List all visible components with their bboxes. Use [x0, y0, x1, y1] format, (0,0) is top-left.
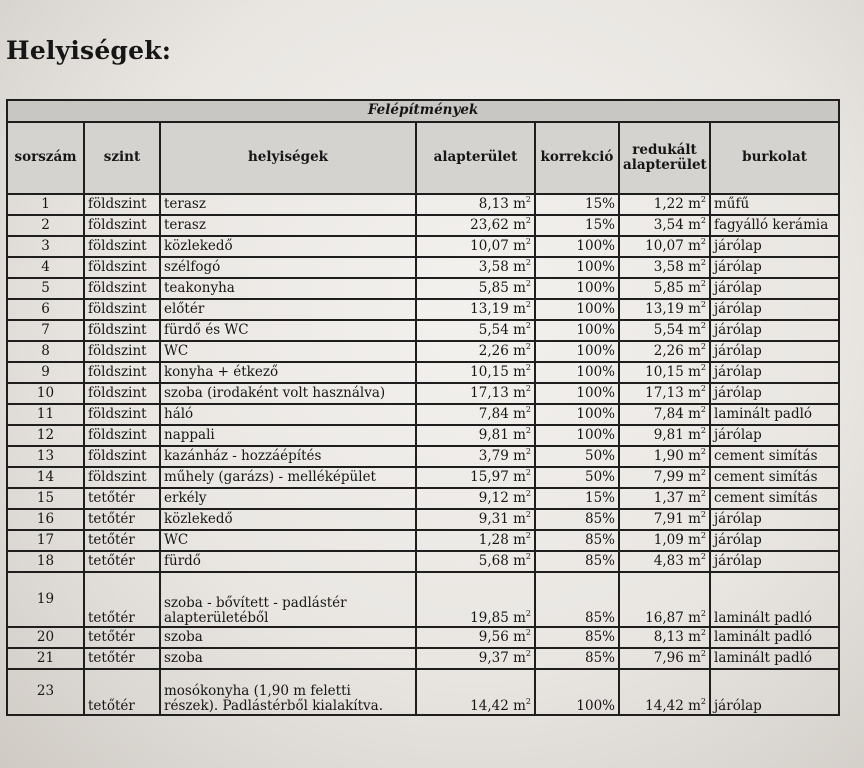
row-index: 2 — [7, 215, 84, 236]
header-area: alapterület — [416, 122, 535, 194]
row-level: tetőtér — [84, 488, 160, 509]
row-correction: 85% — [535, 509, 619, 530]
row-area: 5,85 $m^2$ — [416, 278, 535, 299]
row-reduced-area: 10,15 $m^2$ — [619, 362, 710, 383]
header-reduced-area: redukált alapterület — [619, 122, 710, 194]
row-area: 1,28 $m^2$ — [416, 530, 535, 551]
row-level: földszint — [84, 467, 160, 488]
table-row — [7, 467, 839, 488]
row-correction: 50% — [535, 446, 619, 467]
header-flooring: burkolat — [710, 122, 839, 194]
row-level: földszint — [84, 446, 160, 467]
table-row — [7, 194, 839, 215]
row-correction: 100% — [535, 362, 619, 383]
row-reduced-area: 1,09 $m^2$ — [619, 530, 710, 551]
row-area: 5,68 $m^2$ — [416, 551, 535, 572]
table-row — [7, 425, 839, 446]
header-room: helyiségek — [160, 122, 416, 194]
row-index: 6 — [7, 299, 84, 320]
row-flooring: járólap — [710, 530, 839, 551]
header-index: sorszám — [7, 122, 84, 194]
row-index: 8 — [7, 341, 84, 362]
row-level: földszint — [84, 383, 160, 404]
row-flooring: műfű — [710, 194, 839, 215]
row-flooring: laminált padló — [710, 572, 839, 627]
row-level: földszint — [84, 257, 160, 278]
row-level: földszint — [84, 215, 160, 236]
row-flooring: járólap — [710, 320, 839, 341]
row-index: 1 — [7, 194, 84, 215]
rooms-table — [6, 99, 840, 716]
row-reduced-area: 5,85 $m^2$ — [619, 278, 710, 299]
row-area: 9,56 $m^2$ — [416, 627, 535, 648]
row-index: 9 — [7, 362, 84, 383]
row-reduced-area: 10,07 $m^2$ — [619, 236, 710, 257]
page-title: Helyiségek: — [6, 36, 172, 65]
row-room: fürdő és WC — [160, 320, 416, 341]
row-reduced-area: 3,58 $m^2$ — [619, 257, 710, 278]
row-room: nappali — [160, 425, 416, 446]
row-level: földszint — [84, 320, 160, 341]
row-flooring: járólap — [710, 236, 839, 257]
table-row — [7, 551, 839, 572]
row-area: 9,37 $m^2$ — [416, 648, 535, 669]
row-flooring: cement simítás — [710, 488, 839, 509]
row-correction: 100% — [535, 404, 619, 425]
table-row — [7, 488, 839, 509]
row-level: tetőtér — [84, 648, 160, 669]
row-level: földszint — [84, 236, 160, 257]
row-area: 15,97 $m^2$ — [416, 467, 535, 488]
row-correction: 15% — [535, 215, 619, 236]
table-row — [7, 236, 839, 257]
row-room: kazánház - hozzáépítés — [160, 446, 416, 467]
row-correction: 100% — [535, 299, 619, 320]
row-correction: 100% — [535, 383, 619, 404]
row-flooring: cement simítás — [710, 446, 839, 467]
row-index: 10 — [7, 383, 84, 404]
row-reduced-area: 16,87 $m^2$ — [619, 572, 710, 627]
row-correction: 50% — [535, 467, 619, 488]
row-reduced-area: 1,37 $m^2$ — [619, 488, 710, 509]
row-flooring: laminált padló — [710, 627, 839, 648]
row-area: 17,13 $m^2$ — [416, 383, 535, 404]
row-level: tetőtér — [84, 530, 160, 551]
row-area: 7,84 $m^2$ — [416, 404, 535, 425]
row-area: 10,07 $m^2$ — [416, 236, 535, 257]
row-area: 23,62 $m^2$ — [416, 215, 535, 236]
row-level: földszint — [84, 194, 160, 215]
row-flooring: járólap — [710, 341, 839, 362]
row-index: 3 — [7, 236, 84, 257]
row-room: terasz — [160, 215, 416, 236]
row-area: 19,85 $m^2$ — [416, 572, 535, 627]
row-index: 21 — [7, 648, 84, 669]
row-index: 20 — [7, 627, 84, 648]
table-row — [7, 215, 839, 236]
header-correction: korrekció — [535, 122, 619, 194]
row-correction: 85% — [535, 572, 619, 627]
table-row — [7, 299, 839, 320]
row-area: 10,15 $m^2$ — [416, 362, 535, 383]
row-flooring: fagyálló kerámia — [710, 215, 839, 236]
row-flooring: járólap — [710, 299, 839, 320]
row-index: 14 — [7, 467, 84, 488]
row-reduced-area: 7,96 $m^2$ — [619, 648, 710, 669]
row-flooring: járólap — [710, 383, 839, 404]
row-correction: 100% — [535, 425, 619, 446]
row-area: 9,81 $m^2$ — [416, 425, 535, 446]
row-room: közlekedő — [160, 509, 416, 530]
row-area: 2,26 $m^2$ — [416, 341, 535, 362]
row-correction: 100% — [535, 320, 619, 341]
row-index: 4 — [7, 257, 84, 278]
row-reduced-area: 3,54 $m^2$ — [619, 215, 710, 236]
row-correction: 15% — [535, 488, 619, 509]
table-row — [7, 648, 839, 669]
row-area: 14,42 $m^2$ — [416, 669, 535, 715]
row-flooring: járólap — [710, 669, 839, 715]
table-row — [7, 572, 839, 627]
row-area: 9,31 $m^2$ — [416, 509, 535, 530]
row-index: 12 — [7, 425, 84, 446]
row-correction: 100% — [535, 278, 619, 299]
row-flooring: járólap — [710, 257, 839, 278]
row-level: földszint — [84, 404, 160, 425]
row-room: műhely (garázs) - melléképület — [160, 467, 416, 488]
row-correction: 100% — [535, 341, 619, 362]
row-level: földszint — [84, 362, 160, 383]
row-reduced-area: 7,84 $m^2$ — [619, 404, 710, 425]
row-index: 23 — [7, 669, 84, 715]
row-level: tetőtér — [84, 509, 160, 530]
row-flooring: laminált padló — [710, 404, 839, 425]
row-level: tetőtér — [84, 669, 160, 715]
row-level: földszint — [84, 425, 160, 446]
row-flooring: járólap — [710, 425, 839, 446]
table-body — [7, 194, 839, 715]
row-room: fürdő — [160, 551, 416, 572]
row-correction: 85% — [535, 648, 619, 669]
table-row — [7, 278, 839, 299]
row-area: 3,58 $m^2$ — [416, 257, 535, 278]
table-row — [7, 669, 839, 715]
row-room: szoba — [160, 627, 416, 648]
row-reduced-area: 9,81 $m^2$ — [619, 425, 710, 446]
row-level: földszint — [84, 341, 160, 362]
row-flooring: járólap — [710, 362, 839, 383]
row-flooring: laminált padló — [710, 648, 839, 669]
table-row — [7, 446, 839, 467]
row-flooring: járólap — [710, 278, 839, 299]
row-room: konyha + étkező — [160, 362, 416, 383]
row-area: 13,19 $m^2$ — [416, 299, 535, 320]
row-area: 8,13 $m^2$ — [416, 194, 535, 215]
row-flooring: cement simítás — [710, 467, 839, 488]
row-index: 11 — [7, 404, 84, 425]
header-level: szint — [84, 122, 160, 194]
row-room: szoba (irodaként volt használva) — [160, 383, 416, 404]
row-room: WC — [160, 530, 416, 551]
row-correction: 85% — [535, 551, 619, 572]
row-room: háló — [160, 404, 416, 425]
row-room: szoba - bővített - padlástér alapterületéből — [160, 572, 416, 627]
row-reduced-area: 1,90 $m^2$ — [619, 446, 710, 467]
row-reduced-area: 1,22 $m^2$ — [619, 194, 710, 215]
row-room: teakonyha — [160, 278, 416, 299]
row-reduced-area: 7,91 $m^2$ — [619, 509, 710, 530]
row-flooring: járólap — [710, 509, 839, 530]
table-row — [7, 509, 839, 530]
row-level: tetőtér — [84, 627, 160, 648]
table-row — [7, 530, 839, 551]
row-level: földszint — [84, 278, 160, 299]
row-index: 13 — [7, 446, 84, 467]
row-correction: 100% — [535, 669, 619, 715]
row-correction: 85% — [535, 627, 619, 648]
row-correction: 100% — [535, 257, 619, 278]
row-correction: 100% — [535, 236, 619, 257]
table-row — [7, 362, 839, 383]
table-row — [7, 320, 839, 341]
row-area: 5,54 $m^2$ — [416, 320, 535, 341]
row-room: erkély — [160, 488, 416, 509]
row-level: tetőtér — [84, 572, 160, 627]
row-room: szoba — [160, 648, 416, 669]
row-reduced-area: 13,19 $m^2$ — [619, 299, 710, 320]
table-row — [7, 257, 839, 278]
table-row — [7, 627, 839, 648]
row-level: földszint — [84, 299, 160, 320]
row-index: 5 — [7, 278, 84, 299]
row-reduced-area: 14,42 $m^2$ — [619, 669, 710, 715]
row-reduced-area: 7,99 $m^2$ — [619, 467, 710, 488]
row-index: 15 — [7, 488, 84, 509]
row-reduced-area: 8,13 $m^2$ — [619, 627, 710, 648]
row-reduced-area: 2,26 $m^2$ — [619, 341, 710, 362]
table-row — [7, 404, 839, 425]
row-level: tetőtér — [84, 551, 160, 572]
table-row — [7, 383, 839, 404]
row-room: közlekedő — [160, 236, 416, 257]
row-index: 7 — [7, 320, 84, 341]
table-caption: Felépítmények — [7, 100, 839, 122]
row-index: 16 — [7, 509, 84, 530]
row-room: mosókonyha (1,90 m feletti részek). Padlástérből kialakítva. — [160, 669, 416, 715]
row-area: 3,79 $m^2$ — [416, 446, 535, 467]
table-row — [7, 341, 839, 362]
row-room: WC — [160, 341, 416, 362]
row-index: 18 — [7, 551, 84, 572]
row-index: 17 — [7, 530, 84, 551]
row-reduced-area: 4,83 $m^2$ — [619, 551, 710, 572]
row-reduced-area: 17,13 $m^2$ — [619, 383, 710, 404]
row-correction: 15% — [535, 194, 619, 215]
row-room: előtér — [160, 299, 416, 320]
row-reduced-area: 5,54 $m^2$ — [619, 320, 710, 341]
row-flooring: járólap — [710, 551, 839, 572]
row-index: 19 — [7, 572, 84, 627]
table-header-row — [7, 122, 839, 194]
row-room: szélfogó — [160, 257, 416, 278]
row-correction: 85% — [535, 530, 619, 551]
row-area: 9,12 $m^2$ — [416, 488, 535, 509]
row-room: terasz — [160, 194, 416, 215]
